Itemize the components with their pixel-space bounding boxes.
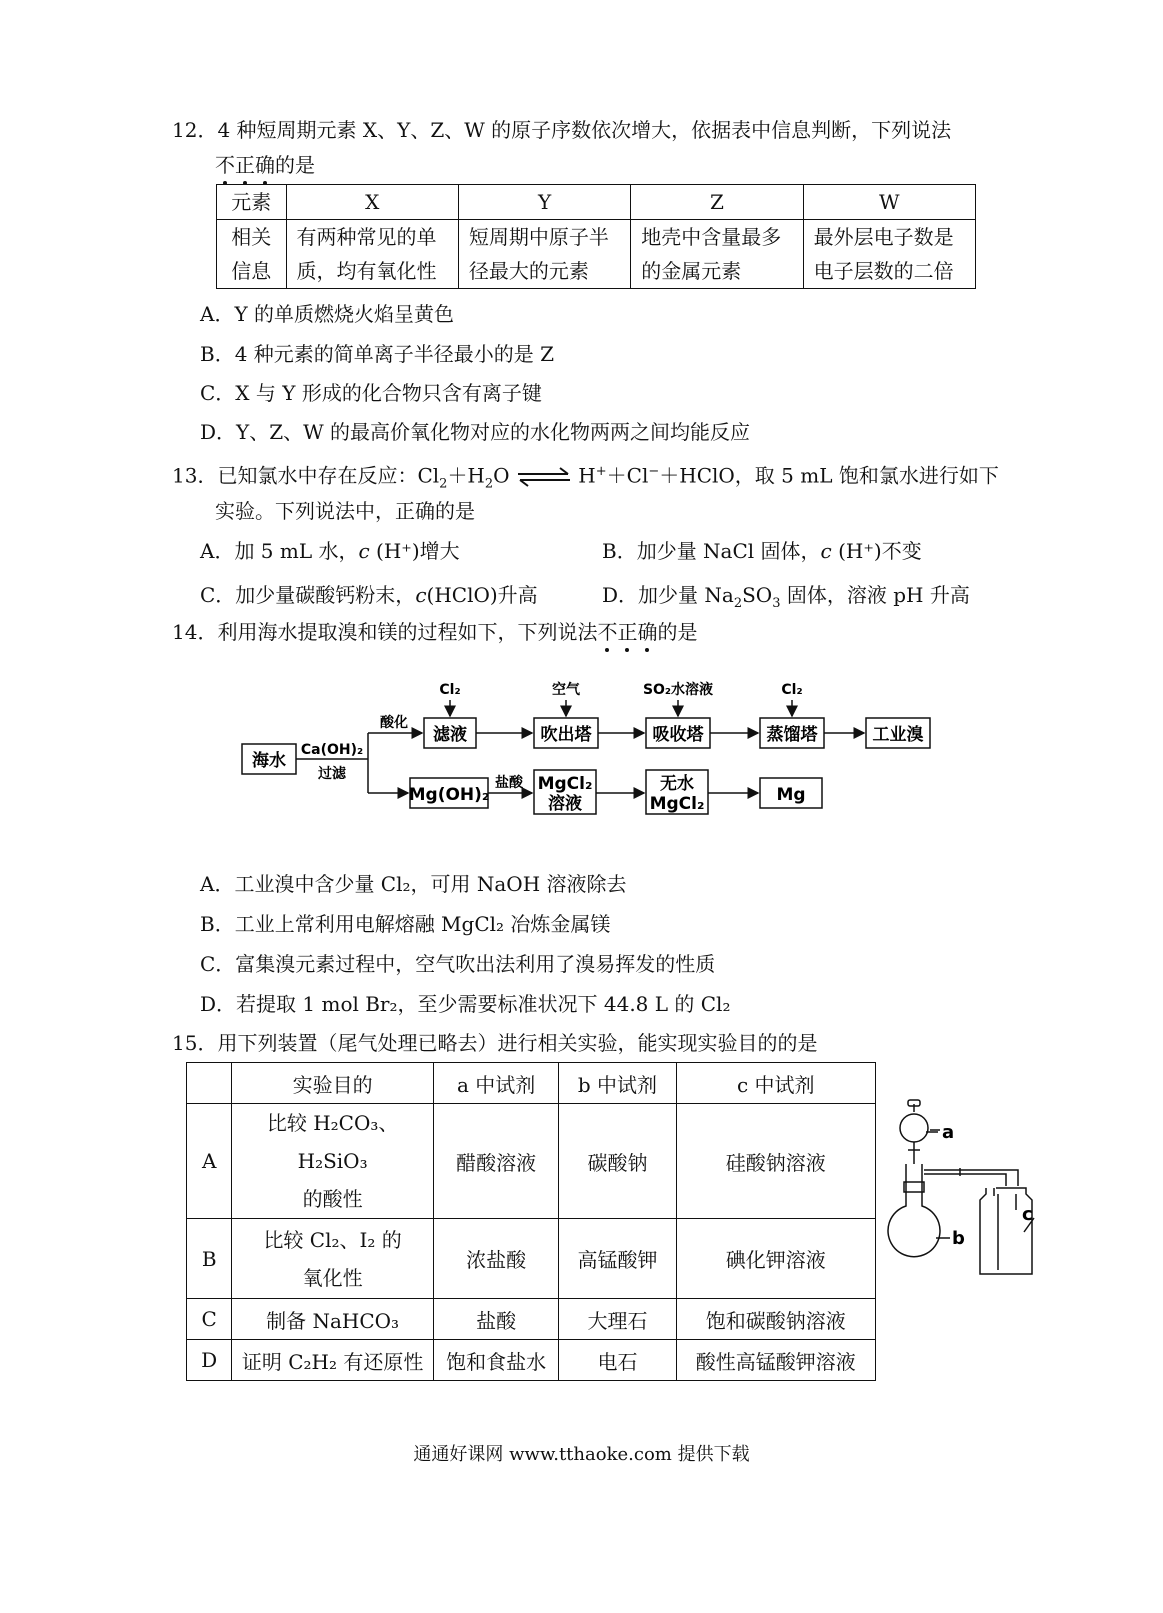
q13-option-a: A．加 5 mL 水，c (H⁺)增大 [200,539,460,563]
q15-reagent-b: 电石 [559,1340,676,1381]
q13-stem-line2: 实验。下列说法中，正确的是 [215,499,475,523]
flow-text-mg: Mg [776,785,806,805]
q14-option-b: B．工业上常利用电解熔融 MgCl₂ 冶炼金属镁 [200,912,611,936]
q15-row-label: C [187,1299,232,1340]
flow-label-caoh2: Ca(OH)₂ [300,742,364,758]
flow-label-so2: SO₂水溶液 [642,682,714,698]
q15-reagent-a: 饱和食盐水 [433,1340,559,1381]
flow-label-cl2-a: Cl₂ [439,682,461,698]
bromine-magnesium-flowchart [230,670,950,830]
q12-dotted-char: 确 [255,153,275,177]
flow-text-anhydrous-mgcl2: 无水 [660,774,694,794]
q15-row-label: A [187,1104,232,1219]
q12-info-z: 地壳中含量最多 的金属元素 [631,220,803,289]
q12-option-c: C．X 与 Y 形成的化合物只含有离子键 [200,381,542,405]
flow-label-hcl: 盐酸 [495,775,523,791]
q15-reagent-a: 醋酸溶液 [433,1104,559,1219]
q12-header-cell: Y [458,185,630,220]
q15-experiment-table [186,1062,876,1381]
flow-text-mgcl2-solution: 溶液 [548,794,582,814]
flow-label-filter: 过滤 [318,766,346,782]
q14-dotted-char: 确 [637,620,658,644]
q15-stem: 15．用下列装置（尾气处理已略去）进行相关实验，能实现实验目的的是 [172,1031,818,1055]
q14-dotted-char: 不 [597,620,618,644]
q15-header-cell [187,1063,232,1104]
q15-reagent-a: 浓盐酸 [433,1219,559,1299]
q15-header-cell: a 中试剂 [433,1063,559,1104]
q12-stem-line2 [215,151,315,179]
gas-generation-apparatus [886,1098,1046,1288]
q15-reagent-b: 高锰酸钾 [559,1219,676,1299]
flow-text-blow-tower: 吹出塔 [540,725,592,745]
q12-header-cell: Z [631,185,803,220]
q13-option-b: B．加少量 NaCl 固体，c (H⁺)不变 [602,539,922,563]
q15-reagent-a: 盐酸 [433,1299,559,1340]
q15-goal-cell: 制备 NaHCO₃ [232,1299,434,1340]
q12-element-table [216,184,976,289]
q14-option-d: D．若提取 1 mol Br₂，至少需要标准状况下 44.8 L 的 Cl₂ [200,992,731,1016]
apparatus-label-a: a [942,1122,955,1143]
q13-option-c: C．加少量碳酸钙粉末，c(HClO)升高 [200,583,538,607]
q12-info-w: 最外层电子数是 电子层数的二倍 [803,220,975,289]
flow-text-industrial-bromine: 工业溴 [872,725,924,745]
apparatus-label-b: b [952,1228,965,1249]
q12-option-b: B．4 种元素的简单离子半径最小的是 Z [200,342,555,366]
q12-option-a: A．Y 的单质燃烧火焰呈黄色 [200,302,455,326]
q12-header-cell: 元素 [217,185,287,220]
q14-option-c: C．富集溴元素过程中，空气吹出法利用了溴易挥发的性质 [200,952,716,976]
flow-text-mgcl2-solution: MgCl₂ [537,774,593,794]
q15-reagent-c: 硅酸钠溶液 [676,1104,875,1219]
flow-text-absorb-tower: 吸收塔 [652,725,704,745]
q15-goal-cell: 证明 C₂H₂ 有还原性 [232,1340,434,1381]
q12-dotted-char: 不 [215,153,235,177]
flow-label-cl2-b: Cl₂ [781,682,803,698]
q15-header-cell: b 中试剂 [559,1063,676,1104]
q12-header-cell: X [286,185,458,220]
q15-reagent-b: 大理石 [559,1299,676,1340]
q15-header-cell: c 中试剂 [676,1063,875,1104]
q15-reagent-c: 饱和碳酸钠溶液 [676,1299,875,1340]
q12-row-label: 相关 信息 [217,220,287,289]
q15-row-label: B [187,1219,232,1299]
q14-option-a: A．工业溴中含少量 Cl₂，可用 NaOH 溶液除去 [200,872,627,896]
q12-option-d: D．Y、Z、W 的最高价氧化物对应的水化物两两之间均能反应 [200,420,751,444]
flow-text-filtrate: 滤液 [433,725,467,745]
q15-reagent-c: 酸性高锰酸钾溶液 [676,1340,875,1381]
q12-dotted-char: 正 [235,153,255,177]
flow-label-air: 空气 [552,682,580,698]
apparatus-label-c: c [1022,1204,1033,1225]
q15-row-label: D [187,1340,232,1381]
q13-option-d: D．加少量 $Na_2SO_3$ 固体，溶液 pH 升高 [602,583,970,611]
q12-info-y: 短周期中原子半 径最大的元素 [458,220,630,289]
q15-reagent-b: 碳酸钠 [559,1104,676,1219]
q12-info-x: 有两种常见的单 质，均有氧化性 [286,220,458,289]
q13-stem-line1: 13．已知氯水中存在反应：$Cl_2+H_2O$ H+＋Cl−＋HClO，取 5 mL 饱和氯水进行如下 [172,463,999,492]
flow-label-acidify: 酸化 [380,715,408,731]
flow-text-mgoh2: Mg(OH)₂ [408,785,490,805]
q15-goal-cell: 比较 H₂CO₃、H₂SiO₃ 的酸性 [232,1104,434,1219]
equilibrium-arrow-icon [516,466,572,488]
page-footer: 通通好课网 www.tthaoke.com 提供下载 [413,1444,750,1465]
q14-stem: 14．利用海水提取溴和镁的过程如下，下列说法不正确的是 [172,620,698,644]
q12-stem-line1: 12．4 种短周期元素 X、Y、Z、W 的原子序数依次增大，依据表中信息判断，下列说法 [172,118,952,142]
flow-text-distill-tower: 蒸馏塔 [766,725,818,745]
flow-text-anhydrous-mgcl2: MgCl₂ [649,794,705,814]
q14-dotted-char: 正 [617,620,638,644]
q15-header-cell: 实验目的 [232,1063,434,1104]
q15-reagent-c: 碘化钾溶液 [676,1219,875,1299]
q12-stem-tail: 的是 [275,153,315,177]
q12-header-cell: W [803,185,975,220]
q15-goal-cell: 比较 Cl₂、I₂ 的 氧化性 [232,1219,434,1299]
flow-text-seawater: 海水 [252,751,286,771]
